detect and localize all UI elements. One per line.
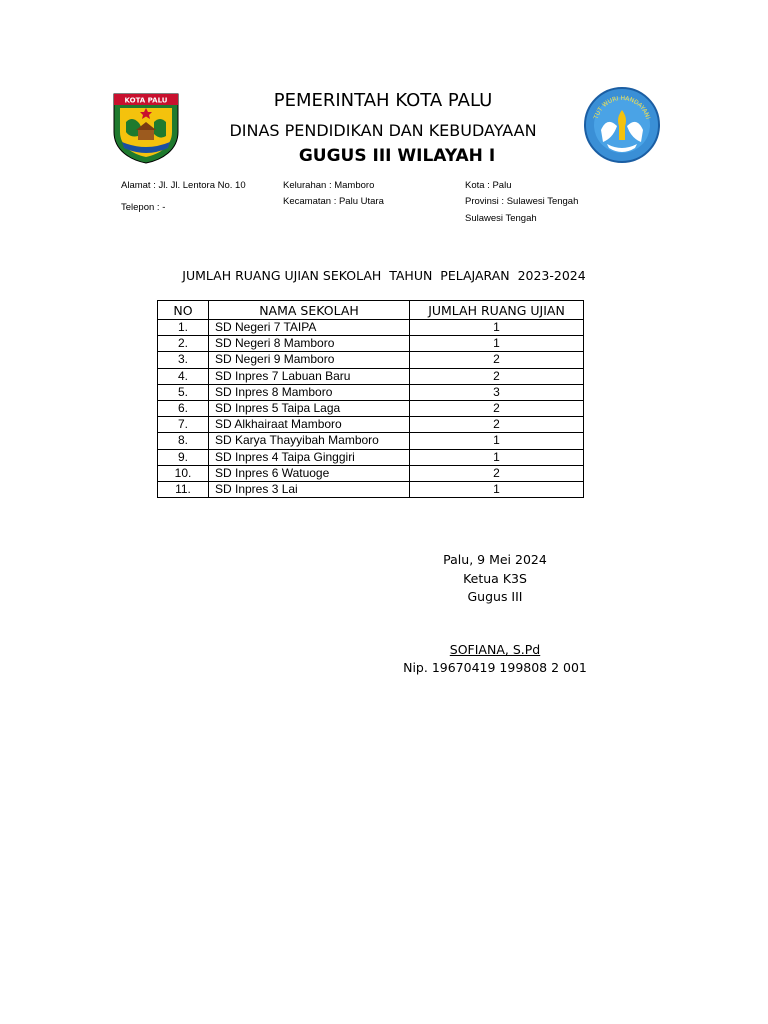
cell-no: 10. [158,465,209,481]
cell-no: 2. [158,336,209,352]
table-row [158,465,584,481]
cell-school-name: SD Inpres 8 Mamboro [209,384,410,400]
header-department: DINAS PENDIDIKAN DAN KEBUDAYAAN [229,121,537,140]
signature-place-date: Palu, 9 Mei 2024 [443,552,547,567]
cell-room-count: 1 [410,433,584,449]
table-row [158,368,584,384]
cell-school-name: SD Alkhairaat Mamboro [209,417,410,433]
cell-no: 8. [158,433,209,449]
column-header-room-count: JUMLAH RUANG UJIAN [410,301,584,320]
address-street: Alamat : Jl. Jl. Lentora No. 10 [121,180,246,191]
address-province: Provinsi : Sulawesi Tengah [465,196,579,207]
cell-school-name: SD Negeri 7 TAIPA [209,320,410,336]
cell-room-count: 1 [410,320,584,336]
cell-room-count: 2 [410,417,584,433]
cell-school-name: SD Negeri 9 Mamboro [209,352,410,368]
table-row [158,400,584,416]
column-header-no: NO [158,301,209,320]
table-header-row [158,301,584,320]
cell-no: 4. [158,368,209,384]
cell-school-name: SD Inpres 3 Lai [209,481,410,497]
signature-role: Ketua K3S [463,571,527,586]
address-village: Kelurahan : Mamboro [283,180,375,191]
address-district: Kecamatan : Palu Utara [283,196,384,207]
table-row [158,449,584,465]
cell-school-name: SD Inpres 5 Taipa Laga [209,400,410,416]
cell-school-name: SD Inpres 7 Labuan Baru [209,368,410,384]
logo-text: KOTA PALU [124,96,168,105]
signature-unit: Gugus III [467,589,523,604]
table-row [158,481,584,497]
address-phone: Telepon : - [121,202,166,213]
cell-no: 1. [158,320,209,336]
cell-no: 6. [158,400,209,416]
table-row [158,352,584,368]
cell-school-name: SD Inpres 6 Watuoge [209,465,410,481]
cell-no: 11. [158,481,209,497]
header-cluster: GUGUS III WILAYAH I [298,146,496,166]
cell-no: 7. [158,417,209,433]
signatory-name: SOFIANA, S.Pd [449,642,541,657]
cell-room-count: 1 [410,481,584,497]
table-row [158,433,584,449]
exam-rooms-table [157,300,584,498]
cell-school-name: SD Karya Thayyibah Mamboro [209,433,410,449]
cell-room-count: 2 [410,465,584,481]
address-province-cont: Sulawesi Tengah [465,213,537,224]
table-row [158,417,584,433]
logo-motto: TUT WURI HANDAYANI [592,94,652,121]
column-header-school-name: NAMA SEKOLAH [209,301,410,320]
cell-room-count: 1 [410,449,584,465]
table-row [158,320,584,336]
cell-school-name: SD Inpres 4 Taipa Ginggiri [209,449,410,465]
signatory-nip: Nip. 19670419 199808 2 001 [403,660,587,675]
cell-no: 3. [158,352,209,368]
table-row [158,336,584,352]
cell-school-name: SD Negeri 8 Mamboro [209,336,410,352]
cell-room-count: 2 [410,352,584,368]
cell-no: 9. [158,449,209,465]
cell-room-count: 2 [410,400,584,416]
cell-room-count: 1 [410,336,584,352]
document-title: JUMLAH RUANG UJIAN SEKOLAH TAHUN PELAJARAN 2023-2024 [182,268,586,283]
cell-room-count: 2 [410,368,584,384]
table-row [158,384,584,400]
cell-room-count: 3 [410,384,584,400]
cell-no: 5. [158,384,209,400]
header-government: PEMERINTAH KOTA PALU [273,90,493,111]
address-city: Kota : Palu [465,180,512,191]
